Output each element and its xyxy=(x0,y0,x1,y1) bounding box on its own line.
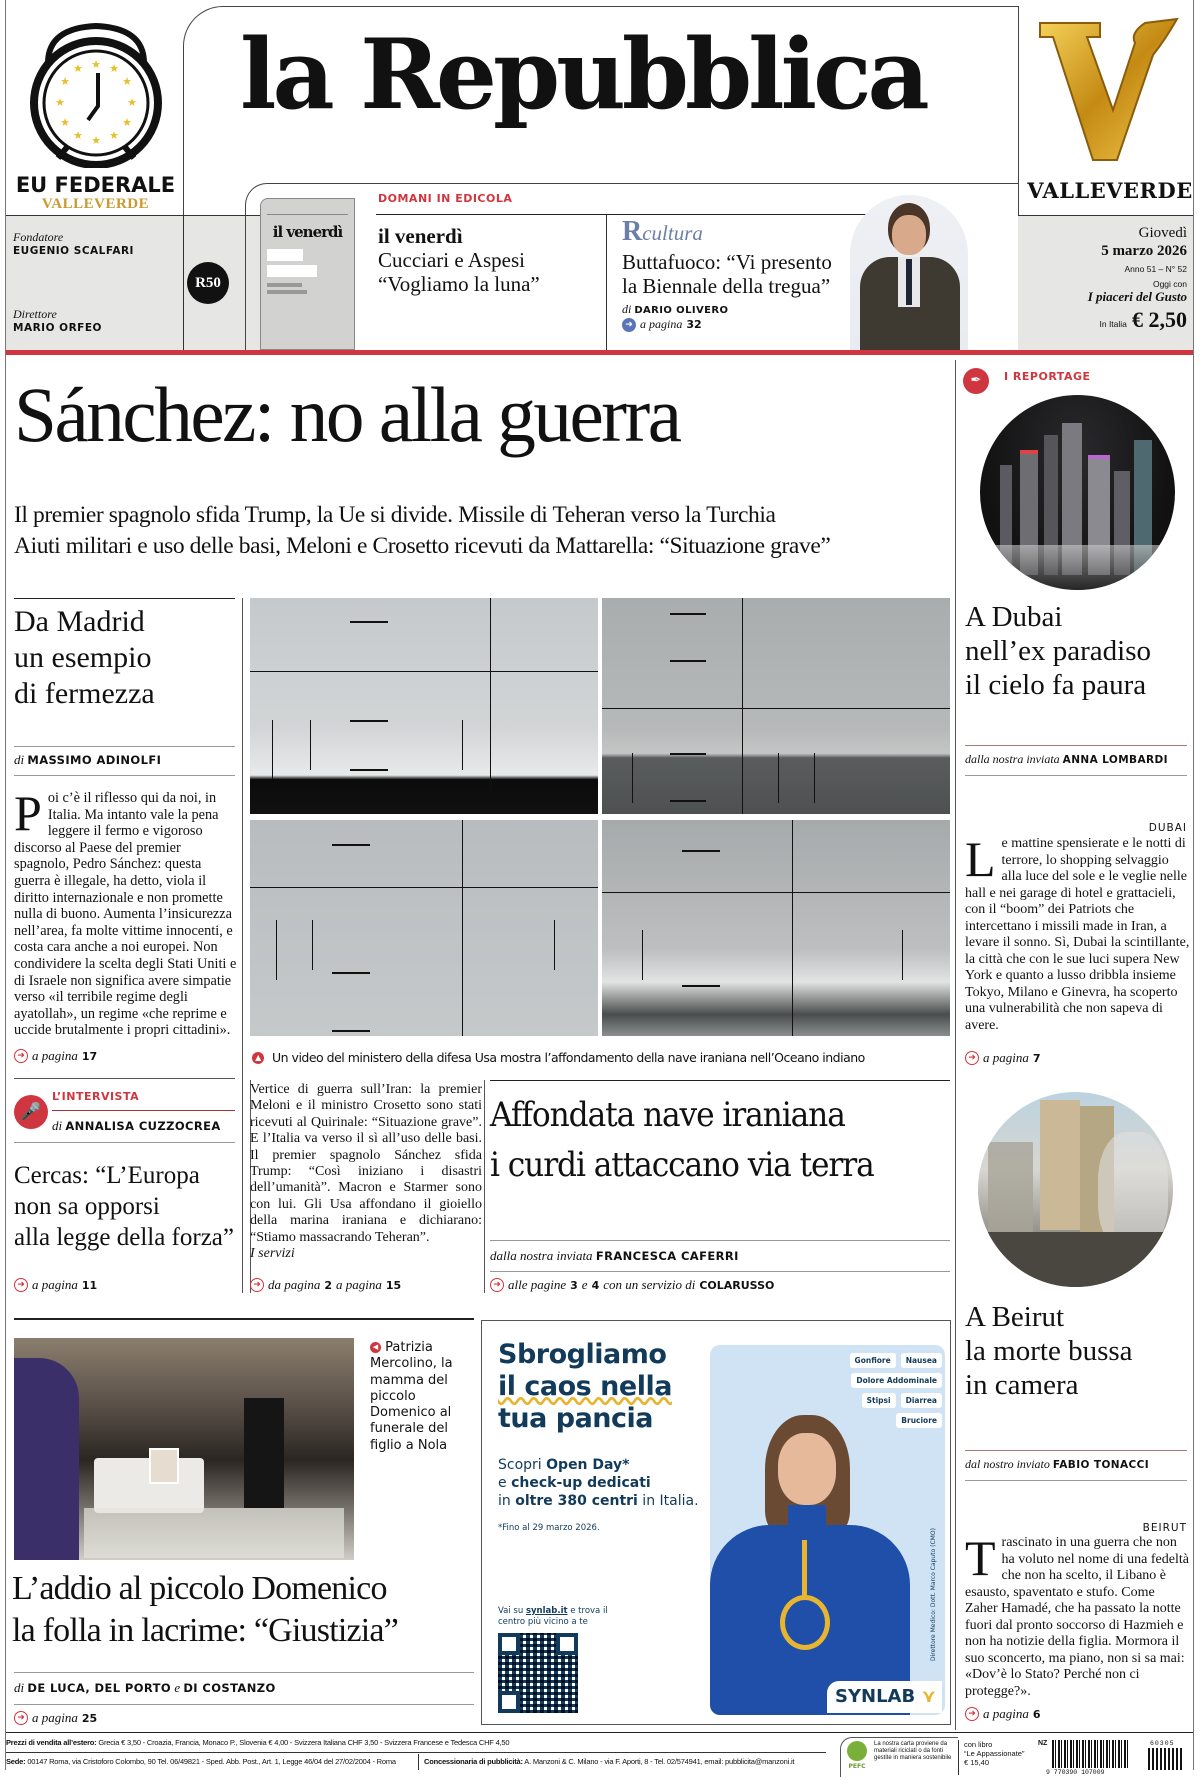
masthead xyxy=(0,0,1200,360)
dubai-skyline-photo[interactable] xyxy=(980,395,1175,590)
cultura-line2: la Biennale della tregua” xyxy=(622,274,831,298)
interview-author: ANNALISA CUZZOCREA xyxy=(65,1119,221,1133)
venerdi-line2: “Vogliamo la luna” xyxy=(378,272,540,296)
dubai-byline: dalla nostra inviata ANNA LOMBARDI xyxy=(965,752,1168,766)
lead-subhead-1: Il premier spagnolo sfida Trump, la Ue si divide. Missile di Teheran verso la Turchia xyxy=(14,502,776,528)
beirut-dateline: BEIRUT xyxy=(1142,1522,1187,1534)
summit-services: I servizi xyxy=(250,1246,295,1262)
beirut-byline: dal nostro inviato FABIO TONACCI xyxy=(965,1457,1149,1471)
synlab-logo: SYNLAB ⋎ xyxy=(827,1681,942,1713)
funeral-photo[interactable] xyxy=(14,1338,354,1560)
r50-label: R50 xyxy=(195,275,221,291)
cultura-line1: Buttafuoco: “Vi presento xyxy=(622,250,832,274)
footer-seat: Sede: 00147 Roma, via Cristoforo Colombo, 90 Tel. 06/49821 - Sped. Abb. Post., Art. 1, Legge 46/04 del 27/02/2004 - Roma xyxy=(6,1757,396,1766)
video-still-4 xyxy=(602,820,950,1036)
svg-text:★: ★ xyxy=(91,58,101,71)
interview-kicker: L’INTERVISTA xyxy=(52,1090,140,1103)
venerdi-promo[interactable] xyxy=(378,224,540,296)
video-stills-grid[interactable] xyxy=(250,598,950,1041)
alarm-clock-icon xyxy=(8,8,183,168)
ship-headline[interactable]: Affondata nave iraniana i curdi attaccano via terra xyxy=(490,1095,874,1185)
red-rule xyxy=(6,350,1193,355)
book-offer: con libro “Le Appassionate” € 15,40 xyxy=(964,1740,1025,1767)
drop-cap: P xyxy=(14,785,42,841)
editorial-author: MASSIMO ADINOLFI xyxy=(27,753,162,767)
r50-badge xyxy=(187,262,229,304)
director-name: MARIO ORFEO xyxy=(13,322,102,334)
pen-icon: ✒ xyxy=(963,368,989,394)
director-label: Direttore xyxy=(13,307,57,321)
footer-ads: Concessionaria di pubblicità: A. Manzoni & C. Milano - via F. Aporti, 8 - Tel. 02/574941, email: pubblicita@manzoni.it xyxy=(424,1757,795,1766)
pefc-logo-icon: PEFC xyxy=(844,1741,870,1774)
funeral-headline[interactable]: L’addio al piccolo Domenico la folla in lacrime: “Giustizia” xyxy=(12,1570,399,1649)
cultura-by-prefix: di xyxy=(622,302,632,316)
venerdi-line1: Cucciari e Aspesi xyxy=(378,248,525,272)
arrow-right-icon: ➜ xyxy=(14,1278,28,1292)
founder-label: Fondatore xyxy=(13,230,64,244)
arrow-right-icon: ➜ xyxy=(965,1707,979,1721)
arrow-right-icon: ➜ xyxy=(14,1049,28,1063)
svg-text:★: ★ xyxy=(73,129,83,142)
price-label: In Italia xyxy=(1099,319,1127,329)
arrow-right-icon: ➜ xyxy=(250,1278,264,1292)
summit-page-link[interactable]: ➜ da pagina 2 a pagina 15 xyxy=(250,1277,401,1293)
valleverde-label: VALLEVERDE xyxy=(41,196,150,212)
today-with-label: Oggi con xyxy=(1152,279,1187,289)
cultura-section: cultura xyxy=(642,221,703,245)
ship-byline: dalla nostra inviata FRANCESCA CAFERRI xyxy=(490,1248,739,1263)
beirut-building-photo[interactable] xyxy=(978,1092,1173,1287)
eu-federale-label: EU FEDERALE xyxy=(15,173,176,197)
ad-headline: Sbrogliamo il caos nella tua pancia xyxy=(498,1339,672,1434)
beirut-page-link[interactable]: ➜ a pagina 6 xyxy=(965,1706,1041,1722)
cultura-promo[interactable] xyxy=(622,216,832,332)
interview-title[interactable]: Cercas: “L’Europa non sa opporsi alla legge della forza” xyxy=(14,1162,234,1251)
ad-offer: Scopri Open Day* e check-up dedicati in oltre 380 centri in Italia. xyxy=(498,1457,699,1509)
synlab-ad[interactable] xyxy=(481,1320,951,1725)
video-caption: ▲ Un video del ministero della difesa Usa mostra l’affondamento della nave iraniana nell’Oceano indiano xyxy=(252,1050,865,1065)
supplement-label: I piaceri del Gusto xyxy=(1087,289,1187,304)
svg-text:★: ★ xyxy=(127,96,137,109)
arrow-left-icon: ◀ xyxy=(370,1342,381,1353)
price-value: € 2,50 xyxy=(1132,307,1187,332)
valleverde-brand: VALLEVERDE xyxy=(1027,178,1193,203)
buttafuoco-photo xyxy=(850,195,968,350)
founder-name: EUGENIO SCALFARI xyxy=(13,245,134,257)
editorial-body: Poi c’è il riflesso qui da noi, in Italia. Ma intanto vale la pena leggere il fermo e vigoroso discorso al Paese del premier spagnolo, Pedro Sánchez: questa guerra è illegale, ha detto, viola il diritto internazionale e non promette nulla di buono. Aumenta l’insicurezza nell’area, fa molte vittime innocenti, e costa cara anche a noi europei. Non condividere la scelta degli Stati Uniti e di Israele non significa avere simpatie verso «il terribile regime degli ayatollah», un regime «che reprime e uccide brutalmente i propri cittadini». xyxy=(14,785,237,1039)
svg-text:★: ★ xyxy=(109,62,119,75)
dubai-headline[interactable]: A Dubai nell’ex paradiso il cielo fa paura xyxy=(965,601,1152,701)
cultura-author: DARIO OLIVERO xyxy=(634,305,729,316)
footer-prices: Prezzi di vendita all’estero: Grecia € 3,50 - Croazia, Francia, Monaco P., Slovenia € 4,00 - Svizzera Italiana CHF 3,50 - Svizzera Francese e Tedesca CHF 4,50 xyxy=(6,1738,510,1747)
pefc-badge: PEFC La nostra carta proviene da materiali riciclati o da fonti gestite in maniera sostenibile xyxy=(840,1737,958,1777)
date-label: 5 marzo 2026 xyxy=(1101,243,1187,259)
arrow-right-icon: ➜ xyxy=(622,318,636,332)
summit-body: Vertice di guerra sull’Iran: la premier Meloni e il ministro Crosetto sono stati ricevuti al Quirinale: “Situazione grave”. E l’Italia va verso il sì all’uso delle basi. Il premier spagnolo Sánchez sfida Trump: “Così iniziano i disastri dell’umanità”. Macron e Starmer sono con lui. Gli Usa affondano il gioiello della marina iraniana e dichiarano: “Stiamo massacrando Teheran”. I servizi xyxy=(250,1082,482,1262)
editorial-title[interactable]: Da Madrid un esempio di fermezza xyxy=(14,605,155,710)
ad-footnote: *Fino al 29 marzo 2026. xyxy=(498,1523,600,1533)
interview-byline: di ANNALISA CUZZOCREA xyxy=(52,1118,221,1133)
interview-page-link[interactable]: ➜ a pagina 11 xyxy=(14,1277,97,1293)
svg-text:★: ★ xyxy=(73,62,83,75)
video-still-2 xyxy=(602,598,950,814)
svg-text:★: ★ xyxy=(122,116,132,129)
cultura-page-link[interactable]: ➜ a pagina 32 xyxy=(622,317,832,332)
promo-kicker: DOMANI IN EDICOLA xyxy=(378,192,513,205)
day-label: Giovedì xyxy=(1138,225,1187,241)
svg-text:★: ★ xyxy=(55,96,65,109)
funeral-caption: ◀ Patrizia Mercolino, la mamma del piccolo Domenico al funerale del figlio a Nola xyxy=(370,1340,453,1453)
newspaper-title[interactable]: la Repubblica xyxy=(240,18,926,131)
microphone-icon: 🎤 xyxy=(14,1095,48,1129)
ship-author: FRANCESCA CAFERRI xyxy=(595,1249,739,1263)
funeral-byline: di DE LUCA, DEL PORTO e DI COSTANZO xyxy=(14,1680,276,1695)
video-still-3 xyxy=(250,820,598,1036)
reportage-kicker: I REPORTAGE xyxy=(1004,370,1091,383)
dubai-page-link[interactable]: ➜ a pagina 7 xyxy=(965,1050,1041,1066)
ad-side-note: Direttore Medico: Dott. Marco Caputo (CMO) xyxy=(930,1528,937,1661)
arrow-right-icon: ➜ xyxy=(965,1051,979,1065)
lead-subhead-2: Aiuti militari e uso delle basi, Meloni e Crosetto ricevuti da Mattarella: “Situazione grave” xyxy=(14,533,831,559)
beirut-author: FABIO TONACCI xyxy=(1052,1459,1149,1471)
arrow-right-icon: ➜ xyxy=(490,1278,504,1292)
video-still-1 xyxy=(250,598,598,814)
svg-text:★: ★ xyxy=(109,129,119,142)
barcode: NZ 9 770390 107009 60305 xyxy=(1038,1740,1188,1778)
eu-federale-badge[interactable] xyxy=(8,8,183,213)
venerdi-cover[interactable] xyxy=(260,198,355,350)
svg-text:★: ★ xyxy=(122,75,132,88)
cultura-r: R xyxy=(622,216,643,247)
valleverde-v-logo[interactable] xyxy=(1035,15,1180,165)
dubai-body: Le mattine spensierate e le notti di terrore, lo shopping selvaggio alla luce del sole e le veglie nelle hall e nei garage di hotel e grattacieli, con il “boom” dei Patriots che intercettano i missili made in Iran, a levare il sonno. Sì, Dubai la scintillante, la città che con le sue luci supera New York e quanto a lusso dribbla insieme Tokyo, Milano e Ginevra, ha scoperto una vulnerabilità che non sapeva di avere. xyxy=(965,831,1190,1033)
ad-tags: Gonfiore Nausea Dolore Addominale Stipsi Diarrea Bruciore xyxy=(832,1353,942,1428)
arrow-right-icon: ➜ xyxy=(14,1711,28,1725)
svg-text:★: ★ xyxy=(60,75,70,88)
editorial-byline: di MASSIMO ADINOLFI xyxy=(14,752,162,767)
ship-page-link[interactable]: ➜ alle pagine 3 e 4 con un servizio di COLARUSSO xyxy=(490,1277,774,1293)
dubai-dateline: DUBAI xyxy=(1148,822,1187,834)
gold-v-icon xyxy=(1035,15,1180,165)
dubai-author: ANNA LOMBARDI xyxy=(1062,754,1168,766)
editorial-page-link[interactable]: ➜ a pagina 17 xyxy=(14,1048,97,1064)
svg-text:★: ★ xyxy=(60,116,70,129)
beirut-body: Trascinato in una guerra che non ha voluto nel nome di una fedeltà che non ha scelto, il Libano è esausto, spaventato e stufo. Come Zaher Hamadé, che ha passato la notte fuori dal pronto soccorso di Hazmieh e non ha notizie della figlia. Mormora il suo sconcerto, ma piano, non si sa mai: «Dov’è lo Stato? Perché non ci protegge?». xyxy=(965,1530,1189,1699)
funeral-page-link[interactable]: ➜ a pagina 25 xyxy=(14,1710,97,1726)
venerdi-title: il venerdì xyxy=(378,224,463,248)
svg-text:★: ★ xyxy=(91,134,101,147)
ad-visit[interactable]: Vai su synlab.it e trova il centro più vicino a te xyxy=(498,1606,608,1627)
lead-headline[interactable]: Sánchez: no alla guerra xyxy=(14,371,680,458)
venerdi-cover-title: il venerdì xyxy=(272,223,343,241)
issue-label: Anno 51 – N° 52 xyxy=(1124,264,1187,274)
arrow-up-icon: ▲ xyxy=(252,1052,264,1064)
qr-code-icon[interactable] xyxy=(498,1633,578,1713)
beirut-headline[interactable]: A Beirut la morte bussa in camera xyxy=(965,1301,1133,1401)
